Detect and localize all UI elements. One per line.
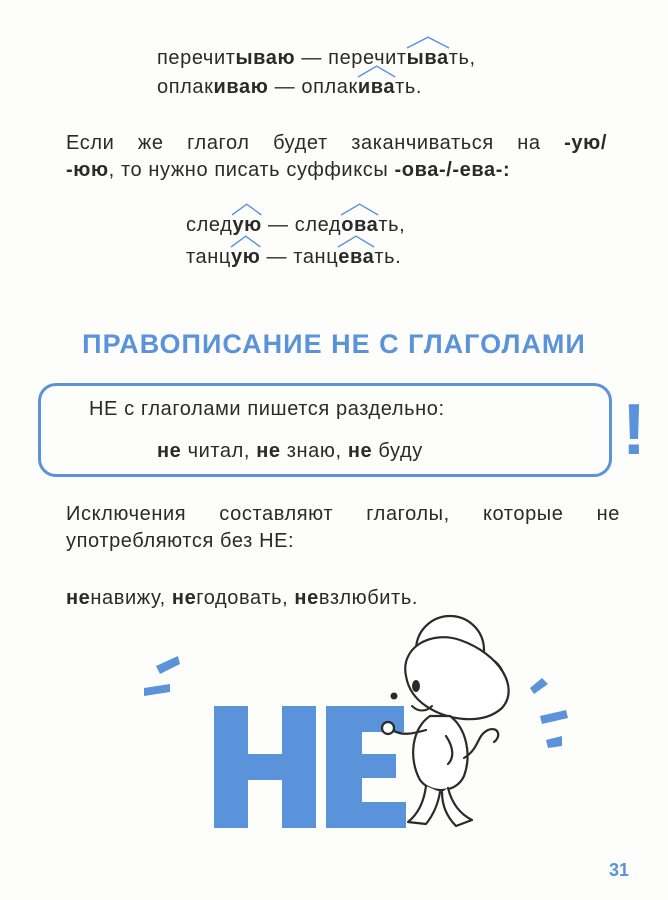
- arc-mark: [407, 36, 449, 48]
- example-line-3: след ую — след овать,: [186, 214, 405, 237]
- rule-box-text: НЕ с глаголами пишется раздельно:: [89, 398, 445, 420]
- arc-mark: [341, 203, 378, 215]
- rule-box-examples: не читал, не знаю, не буду: [157, 440, 423, 462]
- arc-mark: [231, 235, 260, 247]
- arc-mark: [232, 203, 261, 215]
- example-line-4: танц ую — танц евать.: [186, 246, 401, 269]
- page-number: 31: [609, 860, 630, 880]
- rule-paragraph-line-1: Если же глагол будет заканчиваться на -ую/: [66, 132, 607, 154]
- arc-mark: [338, 235, 374, 247]
- example-line-2: оплакиваю — оплак ивать.: [157, 76, 422, 99]
- exception-words: ненавижу, негодовать, невзлюбить.: [66, 587, 418, 609]
- mouse-illustration: [130, 608, 570, 838]
- section-heading: ПРАВОПИСАНИЕ НЕ С ГЛАГОЛАМИ: [82, 329, 586, 359]
- example-line-1: перечитываю — перечит ывать,: [157, 47, 476, 70]
- exclamation-icon: !: [622, 390, 646, 470]
- exceptions-line-1: Исключения составляют глаголы, которые не: [66, 503, 620, 525]
- rule-paragraph-line-2: -юю, то нужно писать суффиксы -ова-/-ева-:: [66, 159, 511, 181]
- big-letters-icon: [214, 706, 406, 828]
- arc-mark: [358, 65, 395, 77]
- exceptions-line-2: употребляются без НЕ:: [66, 530, 295, 552]
